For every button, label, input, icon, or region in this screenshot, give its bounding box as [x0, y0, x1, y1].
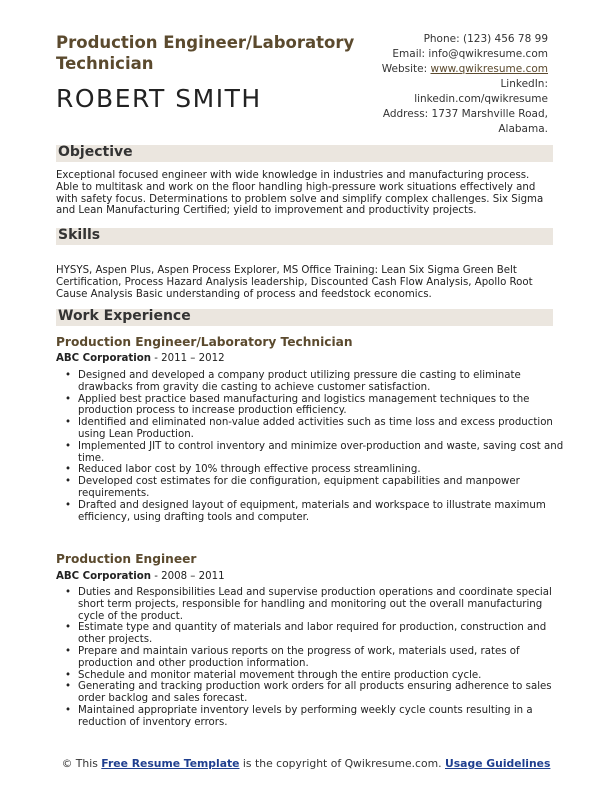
contact-website: Website: www.qwikresume.com	[381, 63, 548, 75]
job-2-role: Production Engineer	[56, 552, 197, 566]
experience-section-header	[56, 309, 553, 326]
list-item: • Duties and Responsibilities Lead and supervise production operations and coordinate special short term projects, responsible for handling and monitoring out the overall manufacturing cycle of the product.	[78, 587, 568, 622]
job-1-bullets	[56, 370, 568, 523]
section-title: Objective	[58, 144, 133, 160]
job-2-bullets	[56, 587, 568, 729]
contact-block	[382, 32, 548, 137]
usage-guidelines-link[interactable]: Usage Guidelines	[444, 757, 551, 770]
job-2-dates: - 2008 – 2011	[150, 571, 225, 582]
contact-linkedin-label: LinkedIn:	[500, 78, 548, 90]
section-title: Skills	[58, 227, 101, 243]
candidate-name: ROBERT SMITH	[56, 84, 262, 113]
website-link[interactable]: www.qwikresume.com	[430, 63, 548, 75]
contact-linkedin: linkedin.com/qwikresume	[414, 93, 548, 105]
objective-section-header	[56, 145, 553, 162]
list-item: • Implemented JIT to control inventory and minimize over-production and waste, saving cost and time.	[78, 441, 568, 465]
list-item: • Estimate type and quantity of materials and labor required for production, construction and other projects.	[78, 622, 568, 646]
list-item: • Designed and developed a company product utilizing pressure die casting to eliminate drawbacks from gravity die casting to achieve customer satisfaction.	[78, 370, 568, 394]
skills-section-header	[56, 228, 553, 245]
contact-phone: Phone: (123) 456 78 99	[423, 33, 548, 45]
list-item: • Schedule and monitor material movement through the entire production cycle.	[78, 670, 568, 682]
job-1-dates: - 2011 – 2012	[150, 353, 225, 364]
job-title: Production Engineer/Laboratory Technician	[56, 33, 355, 73]
list-item: • Drafted and designed layout of equipment, materials and workspace to illustrate maximum efficiency, using drafting tools and computer.	[78, 500, 568, 524]
contact-address-line2: Alabama.	[498, 123, 548, 135]
list-item: • Maintained appropriate inventory levels by performing weekly cycle counts resulting in a reduction of inventory errors.	[78, 705, 568, 729]
job-1-role: Production Engineer/Laboratory Technician	[56, 335, 353, 349]
skills-text: HYSYS, Aspen Plus, Aspen Process Explorer, MS Office Training: Lean Six Sigma Green Belt Certification, Process Hazard Analysis leadership, Discounted Cash Flow Analysis, Apollo Root Cause Analysis Basic understanding of process and feedstock economics.	[56, 265, 533, 300]
free-resume-template-link[interactable]: Free Resume Template	[101, 757, 240, 770]
list-item: • Identified and eliminated non-value added activities such as time loss and excess production using Lean Production.	[78, 417, 568, 441]
list-item: • Reduced labor cost by 10% through effective process streamlining.	[78, 464, 568, 476]
contact-email: Email: info@qwikresume.com	[392, 48, 548, 60]
contact-address: Address: 1737 Marshville Road,	[382, 108, 548, 120]
objective-text: Exceptional focused engineer with wide knowledge in industries and manufacturing process. Able to multitask and work on the floor handling high-pressure work situations effectively and with safety focus. Determinations to problem solve and simplify complex challenges. Six Sigma and Lean Manufacturing Certified; yield to improvement and productivity projects.	[56, 170, 544, 217]
footer-copyright: © This Free Resume Template is the copyright of Qwikresume.com. Usage Guidelines	[61, 757, 551, 770]
job-2-company: ABC Corporation	[56, 571, 151, 582]
list-item: • Generating and tracking production work orders for all products ensuring adherence to sales order backlog and sales forecast.	[78, 681, 568, 705]
list-item: • Developed cost estimates for die configuration, equipment capabilities and manpower requirements.	[78, 476, 568, 500]
job-2-company-line	[56, 571, 225, 582]
section-title: Work Experience	[58, 308, 191, 324]
list-item: • Applied best practice based manufacturing and logistics management techniques to the production process to increase production efficiency.	[78, 394, 568, 418]
job-1-company: ABC Corporation	[56, 353, 151, 364]
list-item: • Prepare and maintain various reports on the progress of work, materials used, rates of production and other production information.	[78, 646, 568, 670]
job-1-company-line	[56, 353, 225, 364]
